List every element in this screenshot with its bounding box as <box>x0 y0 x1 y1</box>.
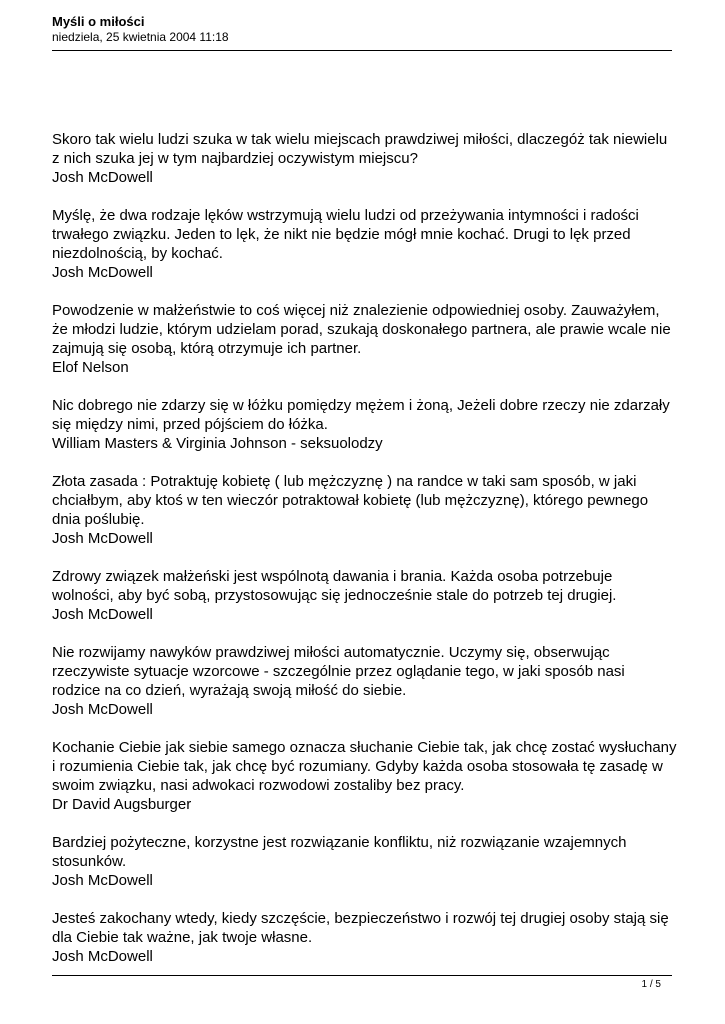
document-header <box>52 14 672 45</box>
quote-author: Josh McDowell <box>52 530 153 547</box>
quote-item <box>52 130 677 187</box>
quote-author: Josh McDowell <box>52 701 153 718</box>
footer-divider <box>52 975 672 976</box>
quote-text: Skoro tak wielu ludzi szuka w tak wielu miejscach prawdziwej miłości, dlaczegóż tak niewielu z nich szuka jej w tym najbardziej oczywistym miejscu? <box>52 131 668 167</box>
quote-text: Bardziej pożyteczne, korzystne jest rozwiązanie konfliktu, niż rozwiązanie wzajemnych stosunków. <box>52 834 627 870</box>
quote-text: Myślę, że dwa rodzaje lęków wstrzymują wielu ludzi od przeżywania intymności i radości trwałego związku. Jeden to lęk, że nikt nie będzie mógł mnie kochać. Drugi to lęk przed niezdolnością, by kochać. <box>52 207 639 262</box>
quote-author: Josh McDowell <box>52 169 153 186</box>
quote-author: Josh McDowell <box>52 264 153 281</box>
quote-author: William Masters & Virginia Johnson - seksuolodzy <box>52 435 383 452</box>
quote-item <box>52 472 677 548</box>
quote-item <box>52 909 677 966</box>
header-divider <box>52 50 672 51</box>
quote-text: Kochanie Ciebie jak siebie samego oznacza słuchanie Ciebie tak, jak chcę zostać wysłuchany i rozumienia Ciebie tak, jak chcę być rozumiany. Gdyby każda osoba stosowała tę zasadę w swoim związku, nasi adwokaci rozwodowi zostaliby bez pracy. <box>52 739 677 794</box>
quote-item <box>52 643 677 719</box>
quote-author: Josh McDowell <box>52 872 153 889</box>
quote-item <box>52 738 677 814</box>
document-date: niedziela, 25 kwietnia 2004 11:18 <box>52 30 229 44</box>
quote-text: Powodzenie w małżeństwie to coś więcej niż znalezienie odpowiedniej osoby. Zauważyłem, że młodzi ludzie, którym udzielam porad, szukają doskonałego partnera, ale prawie wcale nie zajmują się osobą, którą otrzymuje ich partner. <box>52 302 671 357</box>
quote-text: Jesteś zakochany wtedy, kiedy szczęście, bezpieczeństwo i rozwój tej drugiej osoby stają się dla Ciebie tak ważne, jak twoje własne. <box>52 910 669 946</box>
page-number: 1 / 5 <box>641 979 661 990</box>
quote-author: Josh McDowell <box>52 606 153 623</box>
quote-item <box>52 301 677 377</box>
quote-text: Nie rozwijamy nawyków prawdziwej miłości automatycznie. Uczymy się, obserwując rzeczywiste sytuacje wzorcowe - szczególnie przez oglądanie tego, w jaki sposób nasi rodzice na co dzień, wyrażają swoją miłość do siebie. <box>52 644 625 699</box>
quotes-list <box>52 130 677 985</box>
quote-item <box>52 833 677 890</box>
quote-text: Nic dobrego nie zdarzy się w łóżku pomiędzy mężem i żoną, Jeżeli dobre rzeczy nie zdarzały się między nimi, przed pójściem do łóżka. <box>52 397 670 433</box>
quote-author: Dr David Augsburger <box>52 796 192 813</box>
quote-text: Złota zasada : Potraktuję kobietę ( lub mężczyznę ) na randce w taki sam sposób, w jaki chciałbym, aby ktoś w ten wieczór potraktował kobietę (lub mężczyznę), którego pewnego dnia poślubię. <box>52 473 649 528</box>
quote-item <box>52 206 677 282</box>
quote-author: Josh McDowell <box>52 948 153 965</box>
document-title: Myśli o miłości <box>52 14 145 29</box>
quote-text: Zdrowy związek małżeński jest wspólnotą dawania i brania. Każda osoba potrzebuje wolności, aby być sobą, przystosowując się jednocześnie stale do potrzeb tej drugiej. <box>52 568 617 604</box>
quote-author: Elof Nelson <box>52 359 129 376</box>
quote-item <box>52 396 677 453</box>
quote-item <box>52 567 677 624</box>
